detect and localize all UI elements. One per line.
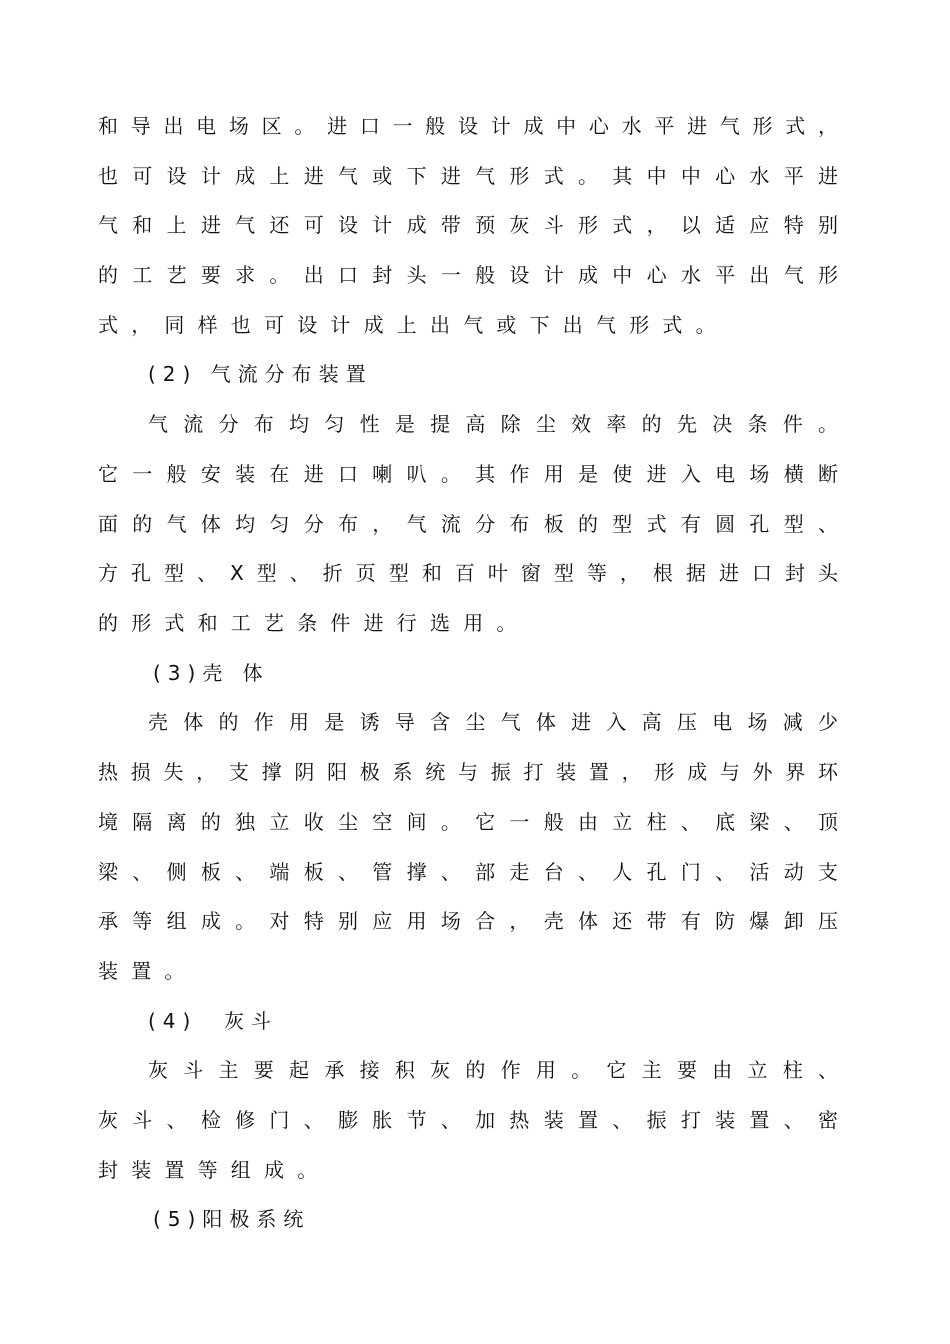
- paragraph-line: 和导出电场区。进口一般设计成中心水平进气形式，: [98, 114, 838, 138]
- paragraph-line: 它一般安装在进口喇叭。其作用是使进入电场横断: [98, 462, 838, 486]
- paragraph-line: 式，同样也可设计成上出气或下出气形式。: [98, 313, 729, 337]
- paragraph-line: 灰斗主要起承接积灰的作用。它主要由立柱、: [148, 1058, 838, 1082]
- paragraph-line: 面的气体均匀分布，气流分布板的型式有圆孔型、: [98, 512, 838, 536]
- paragraph-line: 壳体的作用是诱导含尘气体进入高压电场减少: [148, 710, 838, 734]
- section-heading: (4) 灰斗: [148, 1009, 279, 1033]
- paragraph-line: 的工艺要求。出口封头一般设计成中心水平出气形: [98, 263, 838, 287]
- paragraph-line: 热损失，支撑阴阳极系统与振打装置，形成与外界环: [98, 760, 838, 784]
- paragraph-line: 境隔离的独立收尘空间。它一般由立柱、底梁、顶: [98, 810, 838, 834]
- paragraph-line: 封装置等组成。: [98, 1158, 331, 1182]
- paragraph-line: 气和上进气还可设计成带预灰斗形式，以适应特别: [98, 213, 838, 237]
- paragraph-line: 也可设计成上进气或下进气形式。其中中心水平进: [98, 164, 838, 188]
- paragraph-line: 方孔型、X型、折页型和百叶窗型等，根据进口封头: [98, 561, 838, 585]
- section-heading: (5)阳极系统: [153, 1207, 311, 1231]
- paragraph-line: 的形式和工艺条件进行选用。: [98, 611, 530, 635]
- paragraph-line: 灰斗、检修门、膨胀节、加热装置、振打装置、密: [98, 1108, 838, 1132]
- section-heading: (3)壳 体: [153, 661, 270, 685]
- paragraph-line: 装置。: [98, 959, 198, 983]
- section-heading: (2) 气流分布装置: [148, 362, 373, 386]
- paragraph-line: 气流分布均匀性是提高除尘效率的先决条件。: [148, 412, 838, 436]
- paragraph-line: 梁、侧板、端板、管撑、部走台、人孔门、活动支: [98, 860, 838, 884]
- paragraph-line: 承等组成。对特别应用场合，壳体还带有防爆卸压: [98, 909, 838, 933]
